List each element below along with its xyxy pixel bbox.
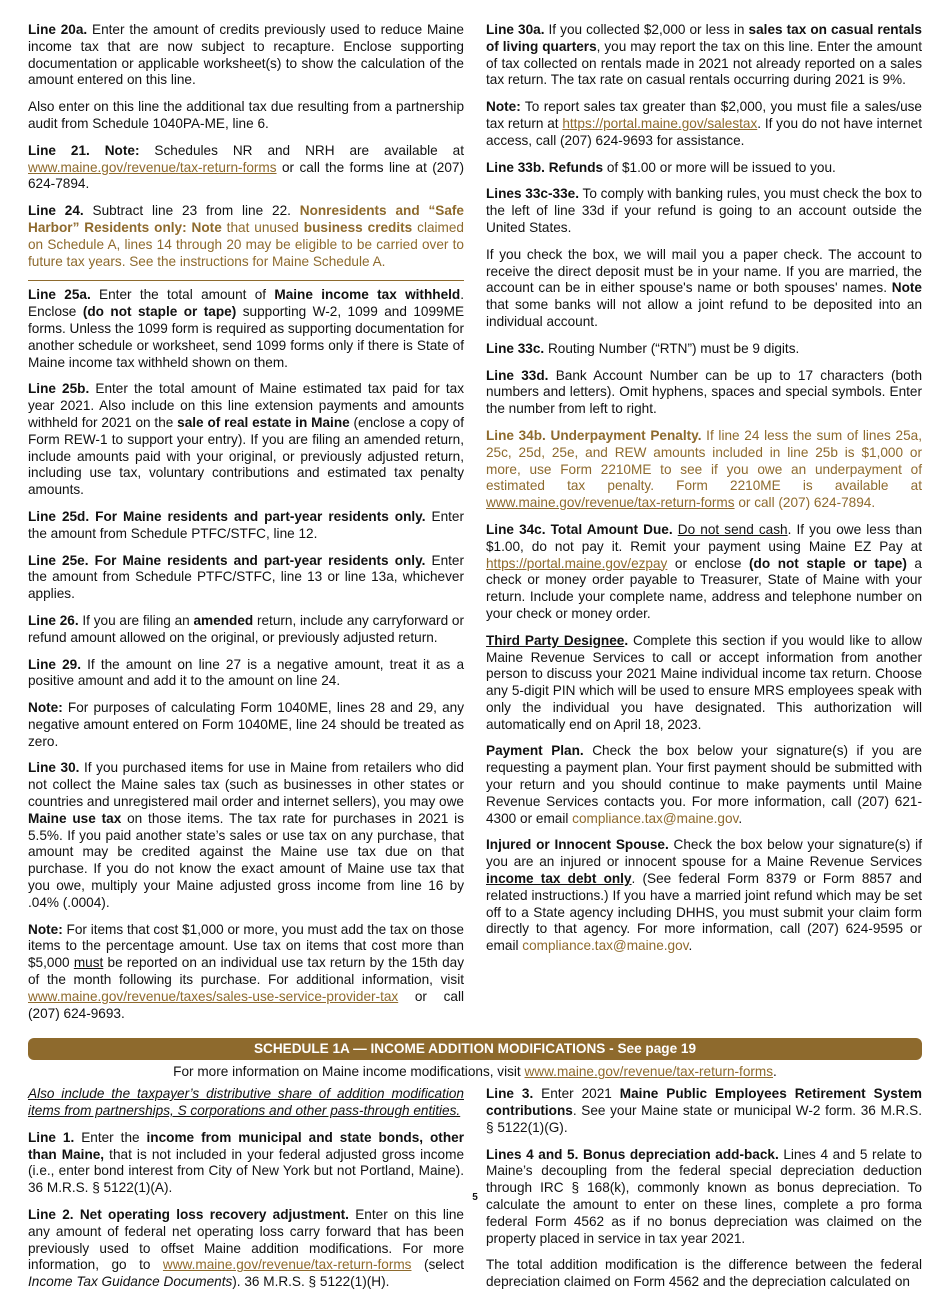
sched-line-2 xyxy=(28,1207,464,1291)
sched-line-2-label: Line 2. Net operating loss recovery adjustment. xyxy=(28,1207,349,1223)
note-sales-tax-text: To report sales tax greater than $2,000, you must file a sales/use tax return at xyxy=(486,99,922,131)
schedule-intro-text: Also include the taxpayer’s distributive share of addition modification items from partnerships, S corporations and other pass-through entities. xyxy=(28,1086,464,1119)
line-30-bold: Maine use tax xyxy=(28,810,122,826)
tax-return-forms-link[interactable]: www.maine.gov/revenue/tax-return-forms xyxy=(28,159,277,175)
lines-33c-33e xyxy=(486,186,922,236)
sched-line-2-text2: (select xyxy=(411,1257,464,1273)
line-20a-text: Enter the amount of credits previously used to reduce Maine income tax that are now subject to recapture. Enclose supporting documentation or applicable worksheet(s) to show the calculation of the amount entered on this line. xyxy=(28,22,464,88)
sched-line-3-text: Enter 2021 xyxy=(533,1086,620,1102)
compliance-email-2[interactable]: compliance.tax@maine.gov xyxy=(522,938,689,954)
note-label: Note: xyxy=(28,700,63,716)
note-use-tax-text: For items that cost $1,000 or more, you must add the tax on those items to the percentage amount. Use tax on items that cost more than $5,000 xyxy=(28,921,464,971)
payment-plan-label: Payment Plan. xyxy=(486,743,584,759)
injured-spouse-text: Check the box below your signature(s) if you are an injured or innocent spouse for a Maine Revenue Services xyxy=(486,837,922,870)
third-party-designee-text: Complete this section if you would like to allow Maine Revenue Services to call or accept information from another person to discuss your 2021 Maine individual income tax return. Choose any 5-digit PIN which will be used to ensure MRS employees speak with only the individual you have designated. This authorization will automatically end on April 18, 2023. xyxy=(486,632,922,732)
check-box-text: If you check the box, we will mail you a paper check. The account to receive the direct deposit must be in your name. If you are married, the account can be in either spouse's name or both spouses' names. xyxy=(486,246,922,296)
line-34c-bold: (do not staple or tape) xyxy=(749,555,907,571)
line-25a-bold2: (do not staple or tape) xyxy=(82,304,237,320)
line-34c-text2: or enclose xyxy=(667,555,749,571)
line-25b-text2: (enclose a copy of Form REW-1 to support your entry). If you are filing an amended return, include amounts paid with your original, or previously adjusted return, including use tax, voluntary contributions and estimated tax penalty amounts. xyxy=(28,414,464,498)
line-25b-bold: sale of real estate in Maine xyxy=(177,414,350,430)
schedule-intro xyxy=(28,1086,464,1120)
line-33d-label: Line 33d. xyxy=(486,367,549,383)
line-30-text2: on those items. The tax rate for purchases in 2021 is 5.5%. If you paid another state’s sales or use tax on any purchase, that amount may be credited against the Maine use tax due on that purchase. If you do not know the exact amount of Maine use tax that you owe, multiply your Maine adjusted gross income from line 16 by .04% (.0004). xyxy=(28,810,464,910)
line-24-note-end: claimed on Schedule A, lines 14 through 20 may be eligible to be carried over to future tax years. See the instructions for Maine Schedule A. xyxy=(28,219,464,269)
line-34b-text2: or call (207) 624-7894. xyxy=(734,495,876,511)
injured-innocent-spouse xyxy=(486,837,922,955)
note-use-tax-label: Note: xyxy=(28,921,63,937)
line-20a-label: Line 20a. xyxy=(28,22,88,37)
ezpay-link[interactable]: https://portal.maine.gov/ezpay xyxy=(486,555,668,571)
left-column xyxy=(28,22,464,1032)
lines-33c-33e-label: Lines 33c-33e. xyxy=(486,186,579,202)
line-34c-label: Line 34c. Total Amount Due. xyxy=(486,521,673,537)
line-25e-text: Enter the amount from Schedule PTFC/STFC, line 13 or line 13a, whichever applies. xyxy=(28,552,464,602)
page xyxy=(28,22,922,1301)
line-20a-partnership xyxy=(28,99,464,133)
sched-lines-4-5-text: Lines 4 and 5 relate to Maine’s decoupling from the federal special depreciation deduction through IRC § 168(k), commonly known as bonus depreciation. To calculate the amount to enter on these lines, complete a pro forma federal Form 4562 as if no bonus depreciation was claimed on the property placed in service in tax year 2021. xyxy=(486,1146,922,1246)
sched-line-3-text2: . See your Maine state or municipal W-2 form. 36 M.R.S. § 5122(1)(G). xyxy=(486,1103,922,1135)
line-33c-label: Line 33c. xyxy=(486,340,545,356)
line-34b xyxy=(486,428,922,512)
line-26-label: Line 26. xyxy=(28,612,79,628)
line-20a-partnership-text: Also enter on this line the additional tax due resulting from a partnership audit from Schedule 1040PA-ME, line 6. xyxy=(28,99,464,131)
line-34c xyxy=(486,522,922,623)
payment-plan xyxy=(486,743,922,827)
third-party-designee-dot: . xyxy=(624,632,629,648)
note-lines-28-29 xyxy=(28,700,464,750)
schedule-subline-end: . xyxy=(773,1064,777,1080)
line-30a-label: Line 30a. xyxy=(486,22,545,37)
line-34b-label: Line 34b. Underpayment Penalty. xyxy=(486,427,702,443)
right-column xyxy=(486,22,922,1032)
upper-columns xyxy=(28,22,922,1032)
line-30a xyxy=(486,22,922,89)
sched-line-1-text: Enter the xyxy=(74,1129,147,1145)
section-divider xyxy=(28,280,464,281)
payment-plan-text: Check the box below your signature(s) if you are requesting a payment plan. Your first payment should be submitted with your return and you should continue to make payments until Maine Revenue Services contacts you. For more information, call (207) 621-4300 or email xyxy=(486,743,922,826)
line-30a-bold: sales tax on casual rentals of living quarters xyxy=(486,22,922,54)
line-29-text: If the amount on line 27 is a negative amount, treat it as a positive amount and add it to the amount on line 24. xyxy=(28,656,465,689)
sched-line-1-text2: that is not included in your federal adjusted gross income (i.e., enter bond interest from City of New York but not Portland, Maine). 36 M.R.S. § 5122(1)(A). xyxy=(28,1146,465,1196)
salestax-portal-link[interactable]: https://portal.maine.gov/salestax xyxy=(562,115,758,131)
line-21-text-end: or call the forms line at (207) 624-7894. xyxy=(28,159,464,192)
line-33b xyxy=(486,160,922,177)
sched-line-2-text: Enter on this line any amount of federal net operating loss carry forward that has been previously used to offset Maine addition modifications. For more information, go to xyxy=(28,1207,464,1273)
line-30a-text2: , you may report the tax on this line. Enter the amount of tax collected on rentals made in 2021 not already reported on a sales tax return. The tax rate on casual rentals occurring during 2021 is 9%. xyxy=(486,38,922,88)
note-use-tax-must: must xyxy=(73,955,104,971)
line-30-label: Line 30. xyxy=(28,760,80,776)
line-25a-text2: . Enclose xyxy=(28,287,464,320)
line-24-nonresident-note: Nonresidents and “Safe Harbor” Residents only: Note xyxy=(28,203,464,235)
check-box-text2: that some banks will not allow a joint refund to be deposited into an individual account. xyxy=(486,297,922,329)
schedule-subline-text: For more information on Maine income modifications, visit xyxy=(173,1064,525,1080)
payment-plan-end: . xyxy=(738,810,743,826)
line-25a-text: Enter the total amount of xyxy=(90,287,275,303)
sales-use-tax-link[interactable]: www.maine.gov/revenue/taxes/sales-use-service-provider-tax xyxy=(28,988,399,1004)
note-use-tax-text3: or call (207) 624-9693. xyxy=(28,988,464,1021)
line-24-text: Subtract line 23 from line 22. xyxy=(83,203,300,219)
line-33c-text: Routing Number (“RTN”) must be 9 digits. xyxy=(544,340,800,356)
line-29 xyxy=(28,657,464,691)
line-34c-text3: a check or money order payable to Treasurer, State of Maine with your return. Include your complete name, address and telephone number on your check or money order. xyxy=(486,555,922,621)
line-30-text: If you purchased items for use in Maine from retailers who did not collect the Maine sales tax (such as businesses in other states or countries and unregistered mail order and internet sellers), you may owe xyxy=(28,760,464,810)
line-25a xyxy=(28,287,464,371)
line-25d-text: Enter the amount from Schedule PTFC/STFC, line 12. xyxy=(28,508,464,541)
page-number: 5 xyxy=(472,1192,478,1203)
line-24 xyxy=(28,203,464,270)
sched-lines-4-5-label: Lines 4 and 5. Bonus depreciation add-back. xyxy=(486,1146,779,1162)
note-sales-tax-text2: . If you do not have internet access, call (207) 624-9693 for assistance. xyxy=(486,115,923,148)
third-party-designee xyxy=(486,633,922,734)
line-26-text: If you are filing an xyxy=(78,612,194,628)
line-21-label: Line 21. Note: xyxy=(28,142,140,158)
line-34c-no-cash: Do not send cash xyxy=(677,521,788,537)
compliance-email[interactable]: compliance.tax@maine.gov xyxy=(572,810,739,826)
note-sales-tax xyxy=(486,99,922,149)
sched-line-1 xyxy=(28,1130,464,1197)
line-29-label: Line 29. xyxy=(28,656,81,672)
line-25a-label: Line 25a. xyxy=(28,287,91,303)
line-25b-text: Enter the total amount of Maine estimated tax paid for tax year 2021. Also include on this line extension payments and amounts withheld for 2021 on the xyxy=(28,381,465,430)
total-addition-text: The total addition modification is the difference between the federal depreciation claimed on Form 4562 and the depreciation calculated on xyxy=(486,1257,922,1290)
form-2210me-link[interactable]: www.maine.gov/revenue/tax-return-forms xyxy=(486,495,735,511)
schedule-subline xyxy=(28,1064,922,1081)
line-26-text2: return, include any carryforward or refund amount allowed on the original, or previously adjusted return. xyxy=(28,612,464,645)
line-33b-label: Line 33b. Refunds xyxy=(486,159,604,175)
sched-line-1-bold: income from municipal and state bonds, other than Maine, xyxy=(28,1129,464,1162)
line-30 xyxy=(28,760,464,911)
line-25d xyxy=(28,509,464,543)
guidance-link[interactable]: www.maine.gov/revenue/tax-return-forms xyxy=(162,1257,412,1273)
injured-spouse-debt: income tax debt only xyxy=(486,871,632,887)
line-20a xyxy=(28,22,464,89)
line-25b xyxy=(28,381,464,499)
sched-line-3-label: Line 3. xyxy=(486,1086,534,1102)
line-33d xyxy=(486,368,922,418)
line-25e-label: Line 25e. For Maine residents and part-year residents only. xyxy=(28,552,426,568)
note-sales-tax-label: Note: xyxy=(486,99,521,115)
lines-33c-33e-text: To comply with banking rules, you must check the box to the left of line 33d if your refund is going to an account outside the United States. xyxy=(486,186,922,235)
line-34c-text: . If you owe less than $1.00, do not pay it. Remit your payment using Maine EZ Pay at xyxy=(486,521,923,554)
line-26-bold: amended xyxy=(193,612,254,628)
line-33c xyxy=(486,341,922,358)
line-21-text: Schedules NR and NRH are available at xyxy=(139,142,465,158)
line-25d-label: Line 25d. For Maine residents and part-year residents only. xyxy=(28,508,426,524)
line-34b-text: If line 24 less the sum of lines 25a, 25c, 25d, 25e, and REW amounts included in line 25b is $1,000 or more, use Form 2210ME to see if you owe an underpayment of estimated tax penalty. Form 2210ME is available at xyxy=(486,427,922,494)
check-box-info xyxy=(486,247,922,331)
line-24-label: Line 24. xyxy=(28,203,84,219)
line-33d-text: Bank Account Number can be up to 17 characters (both numbers and letters). Omit hyphens, spaces and special symbols. Enter the number from left to right. xyxy=(486,367,923,417)
injured-spouse-label: Injured or Innocent Spouse. xyxy=(486,837,669,853)
line-25a-bold: Maine income tax withheld xyxy=(274,287,461,303)
sched-line-2-text3: ). 36 M.R.S. § 5122(1)(H). xyxy=(232,1274,390,1290)
line-30a-text: If you collected $2,000 or less in xyxy=(544,22,749,37)
line-25b-label: Line 25b. xyxy=(28,381,90,397)
injured-spouse-text2: . (See federal Form 8379 or Form 8857 and related instructions.) If you have a married joint refund which may be set off to a State agency including DHHS, you must submit your claim form directly to that agency. For more information, call (207) 624-9595 or email xyxy=(486,871,922,954)
modifications-link[interactable]: www.maine.gov/revenue/tax-return-forms xyxy=(524,1064,774,1080)
sched-line-3 xyxy=(486,1086,922,1136)
total-addition xyxy=(486,1257,922,1291)
note-use-tax-text2: be reported on an individual use tax return by the 15th day of the month following its purchase. For additional information, visit xyxy=(28,955,465,988)
guidance-docs-italic: Income Tax Guidance Documents xyxy=(28,1274,233,1290)
sched-line-1-label: Line 1. xyxy=(28,1129,75,1145)
line-25a-text3: supporting W-2, 1099 and 1099ME forms. Unless the 1099 form is required as supporting documentation for another schedule or worksheet, send 1099 forms only if there is State of Maine income tax withheld shown on them. xyxy=(28,304,465,370)
line-26 xyxy=(28,613,464,647)
check-box-note: Note xyxy=(891,280,922,296)
note-text: For purposes of calculating Form 1040ME, lines 28 and 29, any negative amount entered on Form 1040ME, line 24 should be treated as zero. xyxy=(28,700,464,749)
line-24-note-text: that unused xyxy=(221,219,304,235)
third-party-designee-label: Third Party Designee xyxy=(486,632,625,648)
line-33b-text: of $1.00 or more will be issued to you. xyxy=(603,159,836,175)
line-24-business-credits: business credits xyxy=(303,219,413,235)
line-21 xyxy=(28,143,464,193)
line-25e xyxy=(28,553,464,603)
schedule-1a-banner: SCHEDULE 1A — INCOME ADDITION MODIFICATIONS - See page 19 xyxy=(28,1038,922,1060)
sched-line-3-bold: Maine Public Employees Retirement System contributions xyxy=(486,1086,923,1119)
injured-spouse-end: . xyxy=(688,938,693,954)
note-use-tax xyxy=(28,922,464,1023)
